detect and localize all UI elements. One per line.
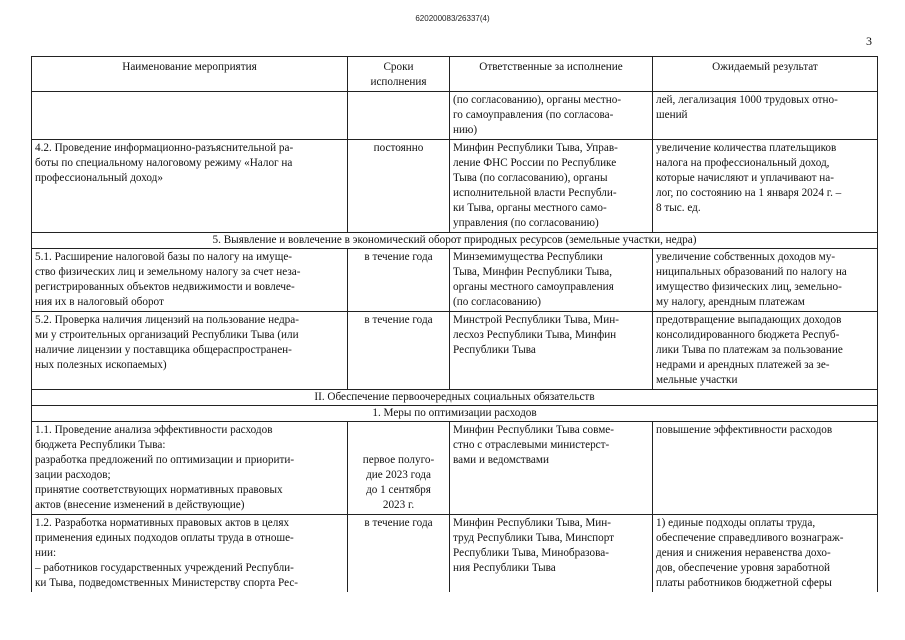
section-title: 5. Выявление и вовлечение в экономический оборот природных ресурсов (земельные участки, недра) (32, 233, 878, 249)
header-measure-name: Наименование мероприятия (32, 57, 348, 92)
section-row (32, 233, 878, 249)
responsible-cell: Минземимущества Республики Тыва, Минфин Республики Тыва, органы местного самоуправления (по согласованию) (450, 249, 653, 312)
measure-cell: 1.1. Проведение анализа эффективности расходов бюджета Республики Тыва: разработка предложений по оптимизации и приорити- зации расходов; принятие соответствующих нормативных правовых актов (внесение изменений в действующие) (32, 422, 348, 515)
result-cell: предотвращение выпадающих доходов консолидированного бюджета Респуб- лики Тыва по платежам за пользование недрами и арендных платежей за зе- мельные участки (653, 312, 878, 390)
deadline-cell: в течение года (348, 249, 450, 312)
measure-cell: 1.2. Разработка нормативных правовых актов в целях применения единых подходов оплаты труда в отноше- нии: – работников государственных учреждений Республи- ки Тыва, подведомственных Министерству спорта Рес- (32, 515, 348, 593)
measure-cell: 5.2. Проверка наличия лицензий на пользование недра- ми у строительных организаций Республики Тыва (или наличие лицензии у поставщика общераспространен- ных полезных ископаемых) (32, 312, 348, 390)
section-title: 1. Меры по оптимизации расходов (32, 406, 878, 422)
responsible-cell: (по согласованию), органы местно- го самоуправления (по согласова- нию) (450, 92, 653, 140)
table-row (32, 140, 878, 233)
result-cell: 1) единые подходы оплаты труда, обеспечение справедливого вознаграж- дения и снижения неравенства дохо- дов, обеспечение уровня заработной платы работников бюджетной сферы (653, 515, 878, 593)
table-header (32, 57, 878, 92)
deadline-cell (348, 92, 450, 140)
document-code: 620200083/26337(4) (415, 14, 490, 23)
section-row (32, 406, 878, 422)
deadline-cell: первое полуго- дие 2023 года до 1 сентября 2023 г. (348, 422, 450, 515)
page-number: 3 (866, 34, 872, 48)
measure-cell (32, 92, 348, 140)
result-cell: лей, легализация 1000 трудовых отно- шений (653, 92, 878, 140)
measure-cell: 4.2. Проведение информационно-разъяснительной ра- боты по специальному налоговому режиму «Налог на профессиональный доход» (32, 140, 348, 233)
header-responsible: Ответственные за исполнение (450, 57, 653, 92)
deadline-cell: в течение года (348, 312, 450, 390)
table-body (32, 92, 878, 593)
measures-table (31, 56, 878, 592)
section-title: II. Обеспечение первоочередных социальных обязательств (32, 390, 878, 406)
header-expected-result: Ожидаемый результат (653, 57, 878, 92)
result-cell: увеличение количества плательщиков налога на профессиональный доход, которые начисляют и уплачивают на- лог, по состоянию на 1 января 2024 г. – 8 тыс. ед. (653, 140, 878, 233)
table-row (32, 249, 878, 312)
responsible-cell: Минфин Республики Тыва совме- стно с отраслевыми министерст- вами и ведомствами (450, 422, 653, 515)
deadline-cell: в течение года (348, 515, 450, 593)
result-cell: увеличение собственных доходов му- ниципальных образований по налогу на имущество физических лиц, земельно- му налогу, арендным платежам (653, 249, 878, 312)
responsible-cell: Минфин Республики Тыва, Управ- ление ФНС России по Республике Тыва (по согласованию), органы исполнительной власти Республи- ки Тыва, органы местного само- управления (по согласованию) (450, 140, 653, 233)
deadline-cell: постоянно (348, 140, 450, 233)
measure-cell: 5.1. Расширение налоговой базы по налогу на имуще- ство физических лиц и земельному налогу за счет неза- регистрированных объектов недвижимости и вовлече- ния их в налоговый оборот (32, 249, 348, 312)
section-row (32, 390, 878, 406)
responsible-cell: Минфин Республики Тыва, Мин- труд Республики Тыва, Минспорт Республики Тыва, Минобразова- ния Республики Тыва (450, 515, 653, 593)
responsible-cell: Минстрой Республики Тыва, Мин- лесхоз Республики Тыва, Минфин Республики Тыва (450, 312, 653, 390)
table-row (32, 422, 878, 515)
table-row (32, 312, 878, 390)
table-row (32, 92, 878, 140)
header-deadlines: Сроки исполнения (348, 57, 450, 92)
table-row (32, 515, 878, 593)
result-cell: повышение эффективности расходов (653, 422, 878, 515)
